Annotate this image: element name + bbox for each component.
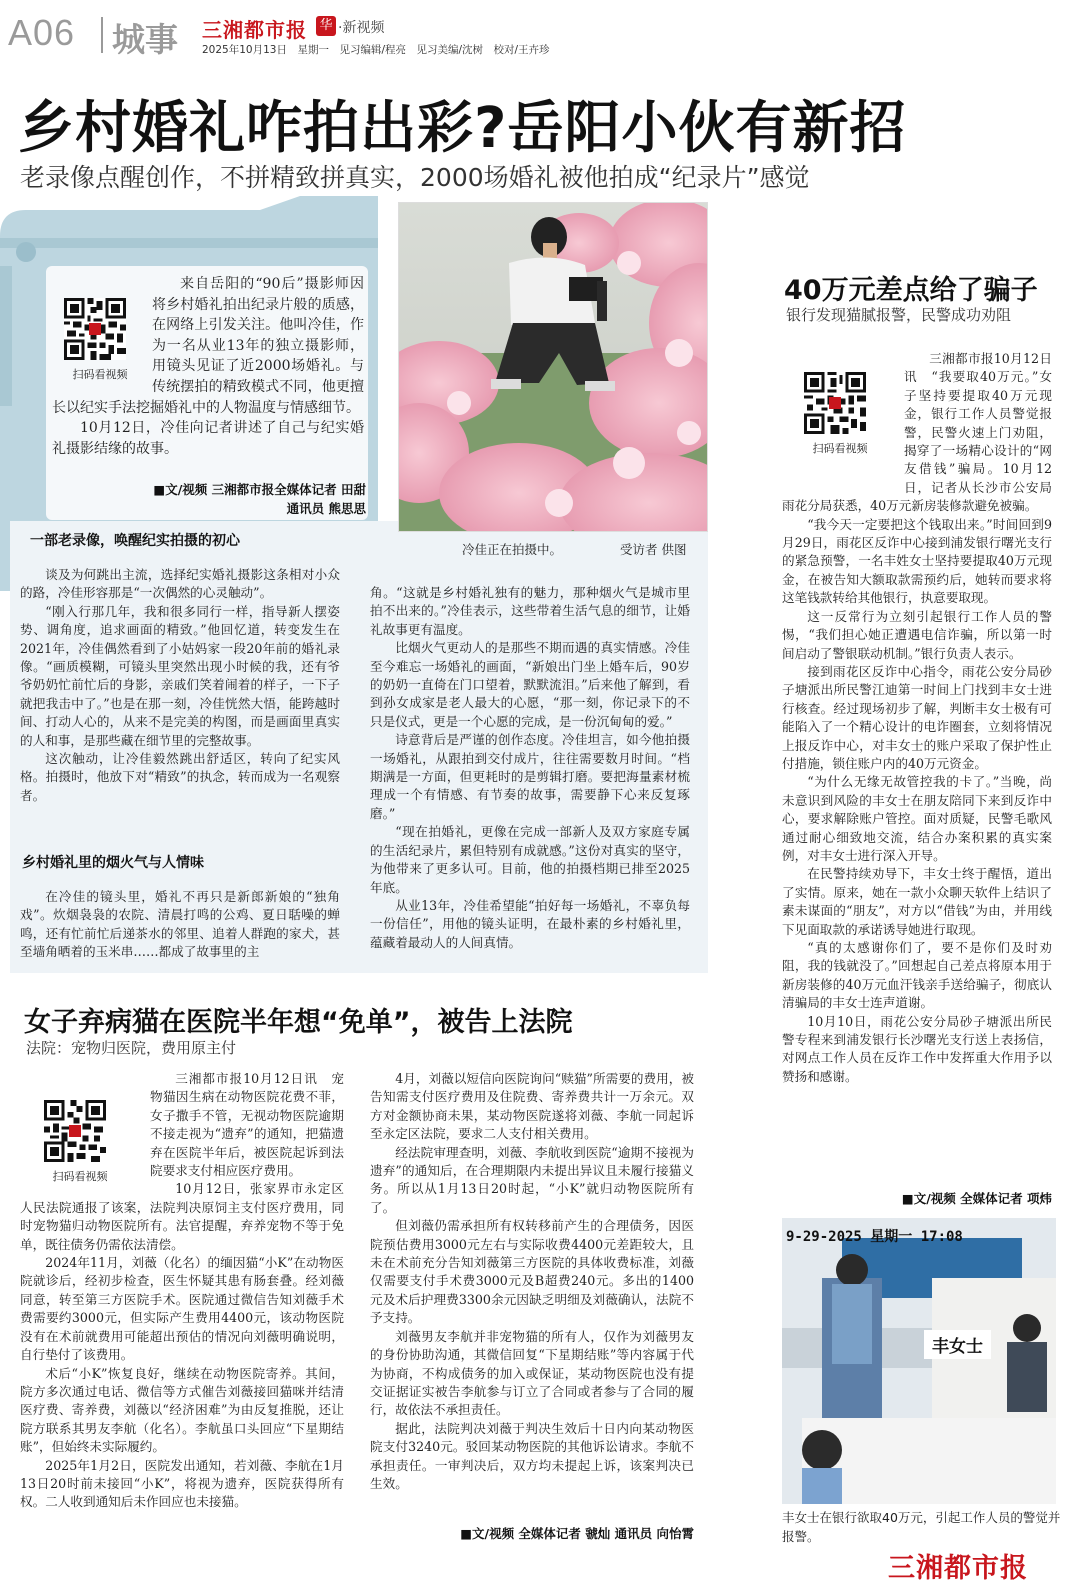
cat-float-spacer bbox=[20, 1070, 150, 1196]
lead-photo bbox=[398, 202, 708, 532]
lead-col1-p4: 在冷佳的镜头里，婚礼不再只是新郎新娘的“独角戏”。炊烟袅袅的农院、清晨打鸣的公鸡、夏日聒噪的蝉鸣，还有忙前忙后递茶水的邻里、追着人群跑的家犬，甚至墙角晒着的玉米串……都成了故事里的主 bbox=[20, 889, 340, 960]
lead-col1-p2: “刚入行那几年，我和很多同行一样，指导新人摆姿势、调角度，追求画面的精致。”他回忆道，转变发生在2021年，冷佳偶然看到了小姑妈家一段20年前的婚礼录像。“画质模糊，可镜头里突然出现小时候的我，还有爷爷奶奶忙前忙后的身影，亲戚们笑着闹着的样子，一下子就把我击中了。”也是在那一刻，冷佳恍然大悟，能跨越时间、打动人心的，从来不是完美的构图，而是画面里真实的人和事，是那些藏在细节里的完整故事。 bbox=[20, 603, 340, 748]
partner-badge bbox=[316, 16, 336, 36]
lead-photo-credit: 受访者 供图 bbox=[620, 542, 687, 557]
fraud-byline: ■文/视频 全媒体记者 项炜 bbox=[901, 1191, 1052, 1206]
date-line: 2025年10月13日 星期一 见习编辑/程亮 见习美编/沈树 校对/王卉珍 bbox=[202, 44, 550, 56]
lead-intro-p2: 10月12日，冷佳向记者讲述了自己与纪实婚礼摄影结缘的故事。 bbox=[52, 420, 364, 457]
lead-headline: 乡村婚礼咋拍出彩?岳阳小伙有新招 bbox=[18, 96, 907, 161]
lead-column-1 bbox=[20, 566, 340, 805]
cat-p7: 经法院审理查明，刘薇、李航收到医院“逾期不接视为遗弃”的通知后，在合理期限内未提出异议且未履行接猫义务。所以从1月13日20时起，“小K”就归动物医院所有了。 bbox=[370, 1144, 694, 1215]
intro-float-spacer bbox=[52, 274, 152, 396]
fraud-qr-label: 扫码看视频 bbox=[812, 442, 868, 455]
partner-badge-text: 华 bbox=[319, 18, 333, 33]
masthead-divider bbox=[101, 17, 103, 53]
lead-intro-p1: 来自岳阳的“90后”摄影师因将乡村婚礼拍出纪录片般的质感，在网络上引发关注。他叫冷佳，作为一名从业13年的独立摄影师，用镜头见证了近2000场婚礼。与传统摆拍的精致模式不同，他更擅长以纪实手法挖掘婚礼中的人物温度与情感细节。 bbox=[52, 276, 364, 416]
fraud-float-spacer bbox=[782, 350, 904, 494]
fraud-photo-label: 丰女士 bbox=[924, 1330, 991, 1359]
paper-name: 三湘都市报 bbox=[202, 18, 307, 42]
fraud-p3: 这一反常行为立刻引起银行工作人员的警惕，“我们担心她正遭遇电信诈骗，所以第一时间启动了警银联动机制。”银行负责人表示。 bbox=[782, 608, 1052, 661]
lead-col1-p3: 这次触动，让冷佳毅然跳出舒适区，转向了纪实风格。拍摄时，他放下对“精致”的执念，转而成为一名观察者。 bbox=[20, 751, 340, 803]
page-number: A06 bbox=[8, 12, 76, 53]
fraud-photo-caption: 丰女士在银行欲取40万元，引起工作人员的警觉并报警。 bbox=[782, 1510, 1061, 1544]
fraud-p7: “真的太感谢你们了，要不是你们及时劝阻，我的钱就没了。”回想起自己差点将原本用于新房装修的40万元血汗钱亲手送给骗子，彻底认清骗局的丰女士连声道谢。 bbox=[782, 940, 1052, 1011]
cat-p6: 4月，刘薇以短信向医院询问“赎猫”所需要的费用，被告知需支付医疗费用及住院费、寄养费共计一万余元。双方对金额协商未果，某动物医院遂将刘薇、李航一同起诉至永定区法院，要求二人支付相关费用。 bbox=[370, 1071, 694, 1142]
cat-column-1 bbox=[20, 1070, 344, 1512]
cat-p9: 刘薇男友李航并非宠物猫的所有人，仅作为刘薇男友的身份协助沟通，其微信回复“下星期结账”等内容属于代为协商，不构成债务的加入或保证，某动物医院也没有提交证据证实被告李航参与订立了合同或者参与了合同的履行，故依法不承担责任。 bbox=[370, 1328, 694, 1418]
lead-column-1b bbox=[20, 888, 340, 962]
fraud-headline: 40万元差点给了骗子 bbox=[784, 275, 1038, 306]
cat-p4: 术后“小K”恢复良好，继续在动物医院寄养。其间，院方多次通过电话、微信等方式催告刘薇接回猫咪并结清医疗费、寄养费，刘薇以“经济困难”为由反复推脱，还让院方联系其男友李航（化名）。李航虽口头回应“下星期结账”，但始终未实际履约。 bbox=[20, 1365, 344, 1455]
lead-byline-2: 通讯员 熊思思 bbox=[286, 501, 366, 516]
cat-p1: 三湘都市报10月12日讯 宠物猫因生病在动物医院花费不菲，女子撒手不管，无视动物医院逾期不接走视为“遗弃”的通知，把猫遗弃在医院半年后，被医院起诉到法院要求支付相应医疗费用。 bbox=[150, 1071, 344, 1179]
cat-p10: 据此，法院判决刘薇于判决生效后十日内向某动物医院支付3240元。驳回某动物医院的其他诉讼请求。李航不承担责任。一审判决后，双方均未提起上诉，该案判决已生效。 bbox=[370, 1420, 694, 1491]
lead-col2-p5: 从业13年，冷佳希望能“拍好每一场婚礼，不辜负每一份信任”，用他的镜头证明，在最朴素的乡村婚礼里，蕴藏着最动人的人间真情。 bbox=[370, 897, 690, 950]
fraud-p1: 三湘都市报10月12日讯 “我要取40万元。”女子坚持要提取40万元现金，银行工作人员警觉报警，民警火速上门劝阻，揭穿了一场精心设计的“网友借钱”骗局。10月12日，记者从长沙市公安局雨花分局获悉，40万元新房装修款避免被骗。 bbox=[782, 351, 1052, 514]
cat-column-2 bbox=[370, 1070, 694, 1493]
lead-col2-p2: 比烟火气更动人的是那些不期而遇的真实情感。冷佳至今难忘一场婚礼的画面，“新娘出门坐上婚车后，90岁的奶奶一直倚在门口望着，默默流泪。”后来他了解到，看到孙女成家是老人最大的心愿，“那一刻，你记录下的不只是仪式，更是一个心愿的完成，是一份沉甸甸的爱。” bbox=[370, 640, 690, 729]
fraud-subheadline: 银行发现猫腻报警，民警成功劝阻 bbox=[786, 306, 1012, 324]
fraud-p2: “我今天一定要把这个钱取出来。”时间回到9月29日，雨花区反诈中心接到浦发银行曙光支行的紧急预警，一名丰姓女士坚持要提取40万元现金，在被告知大额取款需预约后，她转而要求将这笔钱款转给其他银行，执意要取现。 bbox=[782, 516, 1052, 606]
cat-subheadline: 法院：宠物归医院，费用原主付 bbox=[26, 1039, 237, 1057]
cat-p5: 2025年1月2日，医院发出通知，若刘薇、李航在1月13日20时前未接回“小K”，将视为遗弃，医院获得所有权。二人收到通知后未作回应也未接猫。 bbox=[20, 1457, 344, 1510]
fraud-p4: 接到雨花区反诈中心指令，雨花公安分局砂子塘派出所民警江迪第一时间上门找到丰女士进行核查。经过现场初步了解，判断丰女士极有可能陷入了一个精心设计的电诈圈套，立刻将情况上报反诈中心，对丰女士的账户采取了保护性止付措施，锁住账户内的40万元资金。 bbox=[782, 663, 1052, 771]
section-name: 城事 bbox=[112, 20, 178, 59]
partner-name: ·新视频 bbox=[338, 20, 385, 36]
lead-intro bbox=[52, 274, 364, 459]
cat-headline: 女子弃病猫在医院半年想“免单”，被告上法院 bbox=[24, 1007, 573, 1038]
lead-column-2 bbox=[370, 584, 690, 952]
lead-col2-p1: 角。“这就是乡村婚礼独有的魅力，那种烟火气是城市里拍不出来的。”冷佳表示，这些带着生活气息的细节，让婚礼故事更有温度。 bbox=[370, 585, 690, 637]
bank-cctv-illustration bbox=[782, 1218, 1056, 1504]
cat-byline: ■文/视频 全媒体记者 虢灿 通讯员 向怡霄 bbox=[460, 1526, 694, 1541]
fraud-p5: “为什么无缘无故管控我的卡了。”当晚，尚未意识到风险的丰女士在朋友陪同下来到反诈中心，要求解除账户管控。面对质疑，民警毛歌风通过耐心细致地交流，结合办案积累的真实案例，对丰女士进行深入开导。 bbox=[782, 774, 1052, 863]
cat-p8: 但刘薇仍需承担所有权转移前产生的合理债务，因医院预估费用3000元左右与实际收费4400元差距较大，且未在术前充分告知刘薇第三方医院的具体收费标准，刘薇仅需要支付手术费3000元及B超费240元。多出的1400元及术后护理费3300余元因缺乏明细及刘薇确认，法院不予支持。 bbox=[370, 1218, 694, 1326]
lead-section-title-1: 一部老录像，唤醒纪实拍摄的初心 bbox=[30, 533, 240, 549]
lead-col2-p4: “现在拍婚礼，更像在完成一部新人及双方家庭专属的生活纪录片，累但特别有成就感。”这份对真实的坚守，为他带来了更多认可。目前，他的拍摄档期已排至2025年底。 bbox=[370, 824, 690, 895]
lead-subheadline: 老录像点醒创作，不拼精致拼真实，2000场婚礼被他拍成“纪录片”感觉 bbox=[20, 163, 810, 192]
lead-photo-caption: 冷佳正在拍摄中。 bbox=[462, 542, 563, 557]
fraud-photo bbox=[782, 1218, 1056, 1504]
fraud-p8: 10月10日，雨花公安分局砂子塘派出所民警专程来到浦发银行长沙曙光支行送上表扬信，对网点工作人员在反诈工作中发挥重大作用予以赞扬和感谢。 bbox=[782, 1013, 1052, 1084]
fraud-p6: 在民警持续劝导下，丰女士终于醒悟，道出了实情。原来，她在一款小众聊天软件上结识了素未谋面的“朋友”，对方以“借钱”为由，并用线下见面取款的承诺诱导她进行取现。 bbox=[782, 866, 1052, 937]
cat-p3: 2024年11月，刘薇（化名）的缅因猫“小K”在动物医院就诊后，经初步检查，医生怀疑其患有肠套叠。经刘薇同意，转至第三方医院手术。医院通过微信告知刘薇手术费需要约3000元，但实际产生费用4400元，该动物医院没有在术前就费用可能超出预估的情况向刘薇明确说明，自行垫付了该费用。 bbox=[20, 1255, 344, 1363]
lead-section-title-2: 乡村婚礼里的烟火气与人情味 bbox=[22, 855, 204, 871]
lead-byline: ■文/视频 三湘都市报全媒体记者 田甜 bbox=[153, 482, 366, 497]
lead-col1-p1: 谈及为何跳出主流，选择纪实婚礼摄影这条相对小众的路，冷佳形容那是“一次偶然的心灵触动”。 bbox=[20, 567, 340, 601]
fraud-body bbox=[782, 350, 1052, 1086]
lead-qr-label: 扫码看视频 bbox=[72, 368, 128, 381]
fraud-photo-timestamp: 9-29-2025 星期一 17:08 bbox=[786, 1229, 963, 1245]
cat-qr-label: 扫码看视频 bbox=[52, 1170, 108, 1183]
lead-col2-p3: 诗意背后是严谨的创作态度。冷佳坦言，如今他拍摄一场婚礼，从跟拍到交付成片，往往需要数月时间。“档期满是一方面，但更耗时的是剪辑打磨。要把海量素材梳理成一个有情感、有节奏的故事，需要静下心来反复琢磨。” bbox=[370, 732, 690, 821]
wedding-photo-illustration bbox=[399, 203, 708, 532]
footer-logo: 三湘都市报 bbox=[888, 1553, 1028, 1584]
cat-p2: 10月12日，张家界市永定区人民法院通报了该案，法院判决原饲主支付医疗费用，同时宠物猫归动物医院所有。法官提醒，弃养宠物不等于免单，既往债务仍需依法清偿。 bbox=[20, 1181, 344, 1252]
masthead bbox=[0, 0, 1080, 62]
